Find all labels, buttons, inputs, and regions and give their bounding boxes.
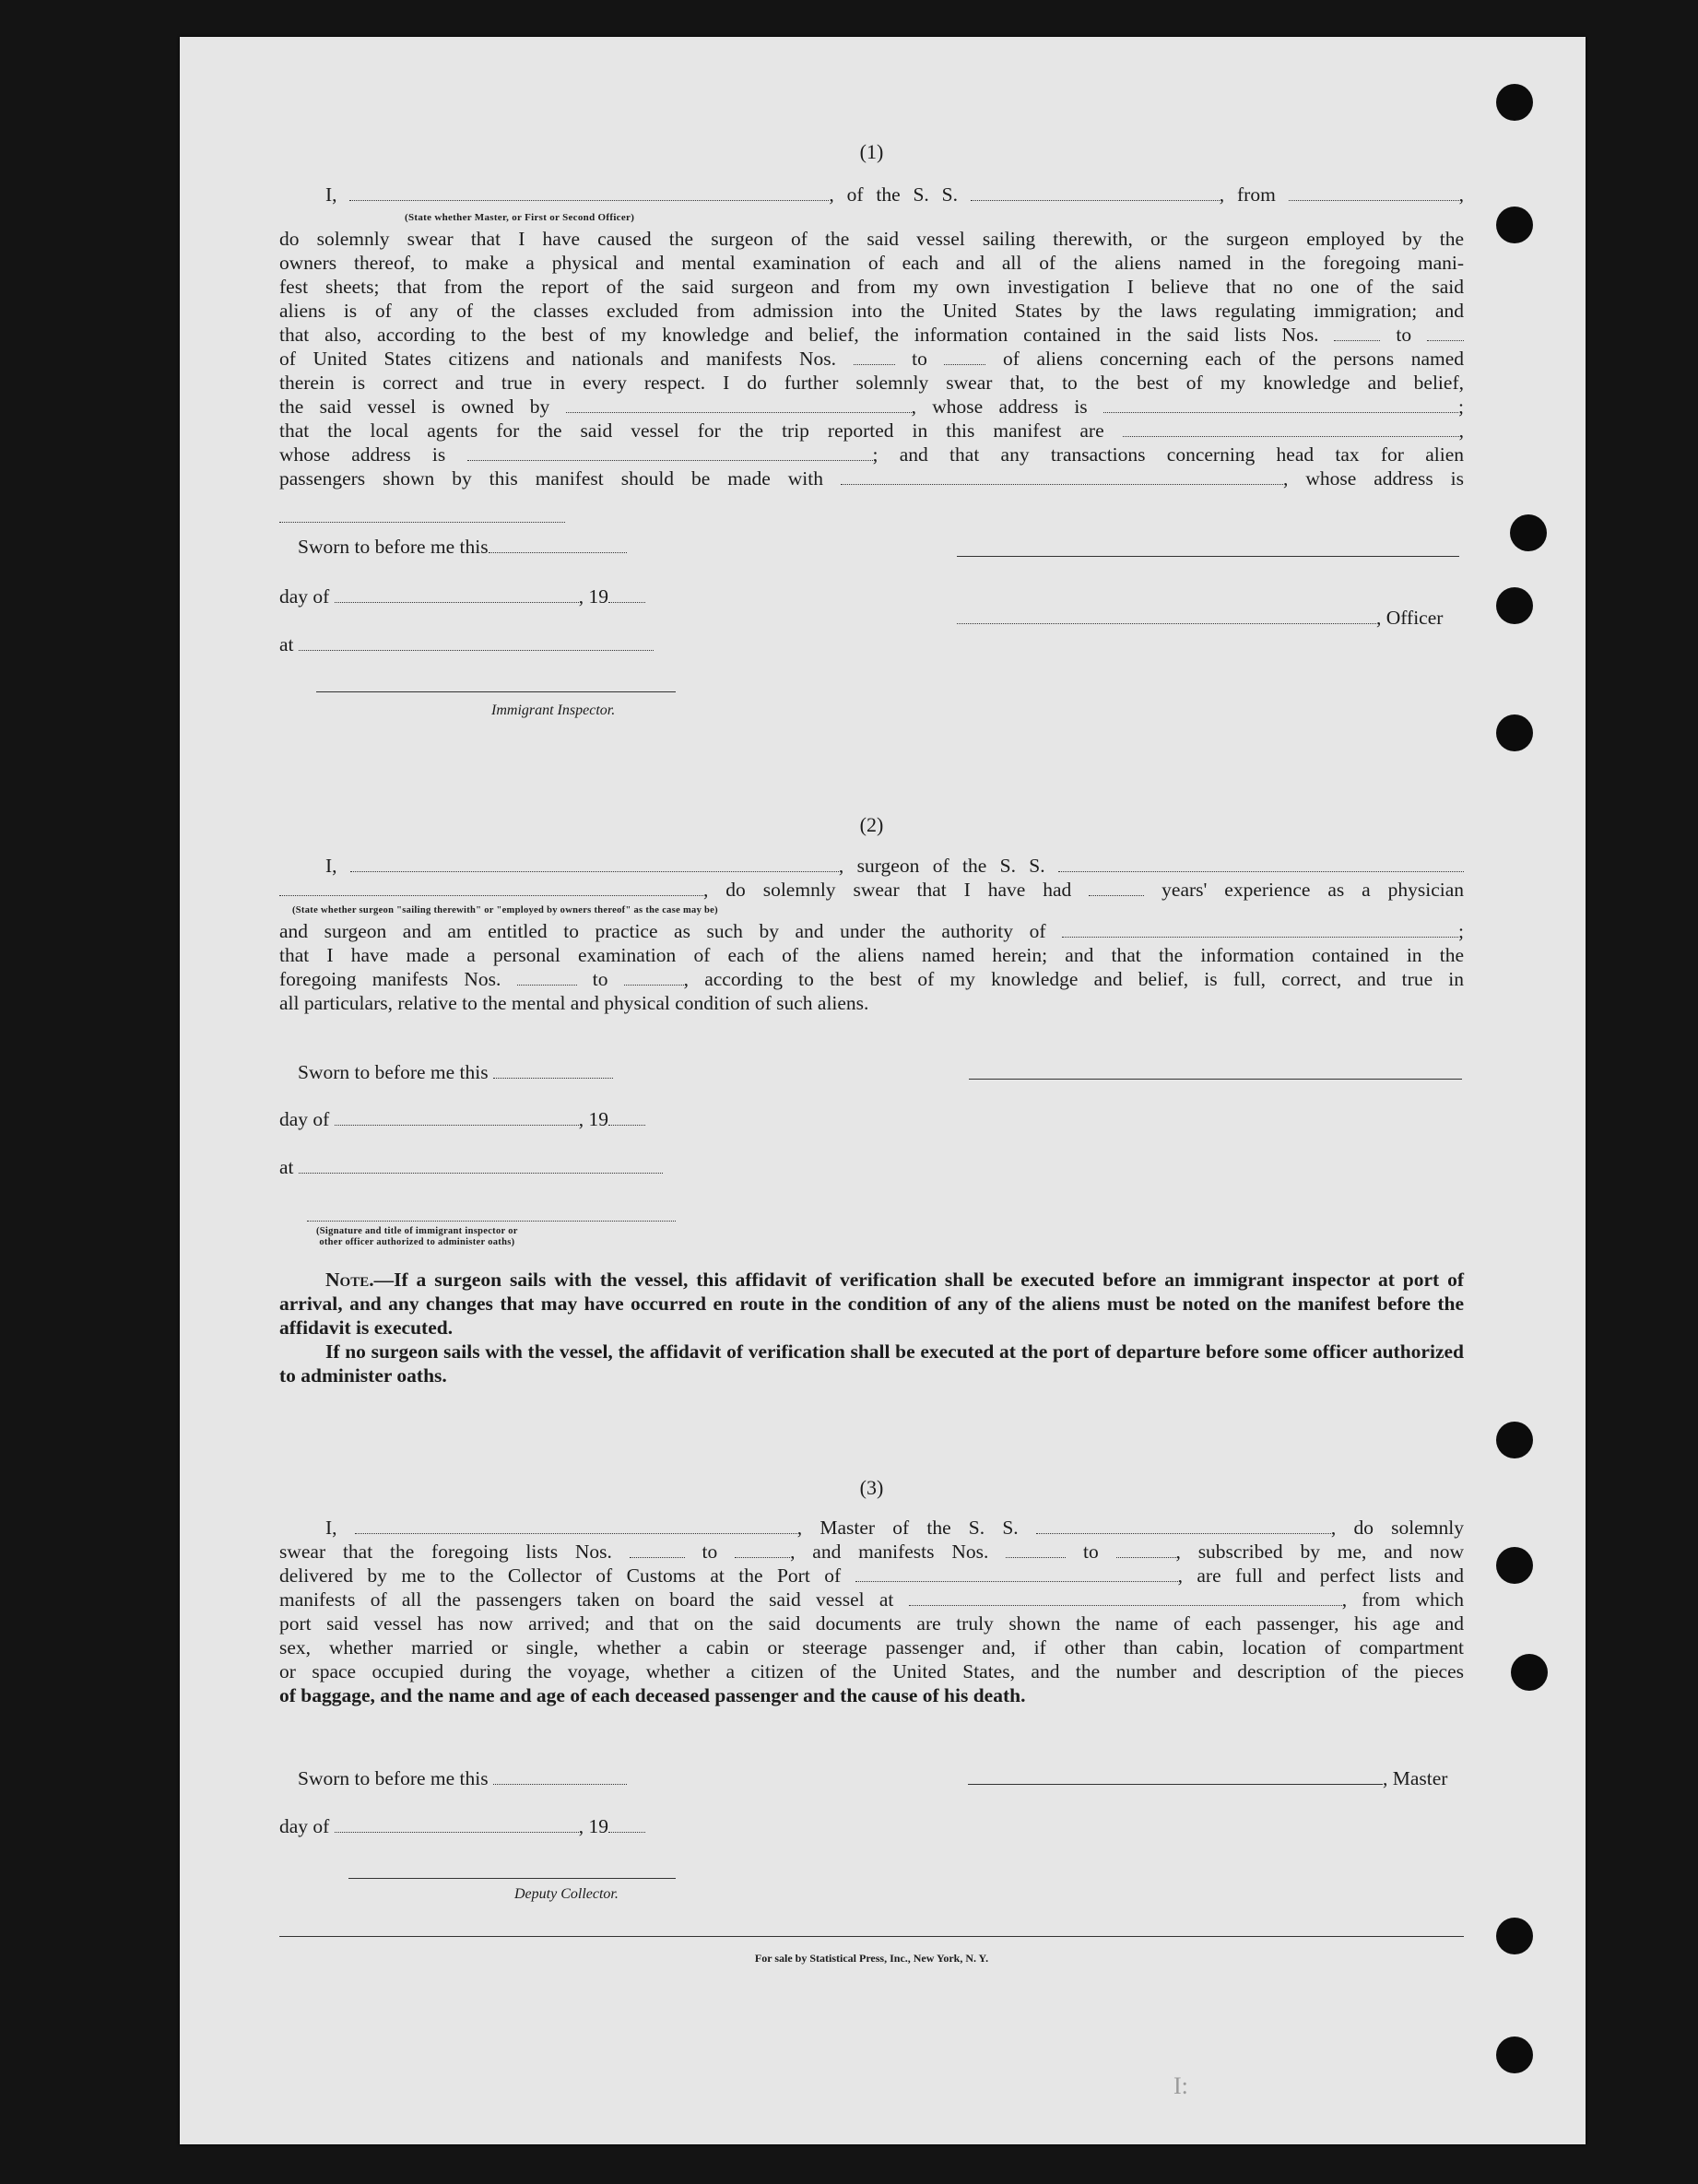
punch-hole <box>1496 714 1533 751</box>
inspector-caption: Immigrant Inspector. <box>491 702 616 718</box>
surgeon-manifest-to-field[interactable] <box>624 968 684 986</box>
head-tax-contact-field[interactable] <box>841 467 1283 485</box>
surgeon-ship-field[interactable] <box>1058 855 1464 872</box>
section-2-oath-lines: I, , surgeon of the S. S. , do solemnly swear that I have had years' experience as a physician <box>279 854 1464 902</box>
punch-hole <box>1496 2036 1533 2073</box>
years-experience-field[interactable] <box>1089 879 1144 896</box>
sworn-day-field[interactable] <box>489 536 627 553</box>
sworn-day-field[interactable] <box>493 1061 613 1079</box>
sworn-label: Sworn to before me this <box>298 1766 627 1790</box>
sworn-day-field[interactable] <box>493 1767 627 1785</box>
collector-signature-line[interactable] <box>348 1878 676 1879</box>
text-line: port said vessel has now arrived; and that on the said documents are truly shown the name of each passenger, his age and <box>279 1612 1464 1635</box>
section-1-oath-line: I, , of the S. S. , from , <box>325 183 1465 206</box>
day-of-label: day of , 19 <box>279 1107 645 1131</box>
officer-label: , Officer <box>957 606 1443 630</box>
punch-hole <box>1496 84 1533 121</box>
punch-hole <box>1496 207 1533 243</box>
text-line: of United States citizens and nationals and manifests Nos. to of aliens concerning each of the persons named <box>279 348 1465 370</box>
section-1-caption: (State whether Master, or First or Second Officer) <box>405 212 635 223</box>
lists-from-field[interactable] <box>630 1541 685 1558</box>
sworn-month-field[interactable] <box>335 1108 579 1126</box>
text-line: or space occupied during the voyage, whether a citizen of the United States, and the number and description of the pieces <box>279 1660 1464 1682</box>
agents-address-field[interactable] <box>467 443 873 461</box>
surgeon-signature-line[interactable] <box>969 1079 1462 1080</box>
section-1-body <box>279 227 1464 490</box>
text-line: sex, whether married or single, whether a cabin or steerage passenger and, if other than cabin, location of compartment <box>279 1636 1464 1659</box>
surgeon-manifest-from-field[interactable] <box>517 968 577 986</box>
ship-name-field[interactable] <box>971 183 1220 201</box>
punch-hole <box>1496 1422 1533 1458</box>
text-line: that the local agents for the said vessel for the trip reported in this manifest are , <box>279 419 1465 442</box>
text-line: that I have made a personal examination of each of the aliens named herein; and that the information contained in the <box>279 944 1464 966</box>
sworn-month-field[interactable] <box>335 1815 579 1833</box>
surgeon-status-field[interactable] <box>279 879 703 896</box>
sworn-year-field[interactable] <box>608 1108 645 1126</box>
sworn-place-field[interactable] <box>299 1156 663 1174</box>
text-line: that also, according to the best of my knowledge and belief, the information contained in the said lists Nos. to <box>279 323 1464 347</box>
from-port-field[interactable] <box>1289 183 1459 201</box>
sworn-year-field[interactable] <box>608 1815 645 1833</box>
punch-hole <box>1510 514 1547 551</box>
sworn-month-field[interactable] <box>335 585 579 603</box>
signature-title-line[interactable] <box>307 1221 676 1222</box>
punch-hole <box>1496 1918 1533 1954</box>
officer-title-field[interactable] <box>957 607 1376 624</box>
master-ship-field[interactable] <box>1036 1517 1331 1534</box>
manifest-no-from-field[interactable] <box>854 348 895 365</box>
form-page <box>180 37 1586 2144</box>
section-2-caption: (State whether surgeon "sailing therewith" or "employed by owners thereof" as the case may be) <box>292 905 718 915</box>
text-line: whose address is ; and that any transactions concerning head tax for alien <box>279 443 1464 466</box>
list-no-from-field[interactable] <box>1334 324 1380 341</box>
sworn-place-field[interactable] <box>299 633 654 651</box>
note-paragraph-2: If no surgeon sails with the vessel, the affidavit of verification shall be executed at the port of departure before some officer authorized to administer oaths. <box>279 1340 1464 1387</box>
sworn-label: Sworn to before me this <box>298 1060 613 1084</box>
collector-caption: Deputy Collector. <box>514 1886 619 1902</box>
surgeon-name-field[interactable] <box>350 855 839 872</box>
section-1-number: (1) <box>859 140 884 163</box>
manifests-to-field[interactable] <box>1116 1541 1176 1558</box>
text-line: all particulars, relative to the mental and physical condition of such aliens. <box>279 992 869 1014</box>
master-signature-line[interactable] <box>968 1767 1383 1785</box>
at-label: at <box>279 632 654 656</box>
text-line: the said vessel is owned by , whose address is ; <box>279 395 1464 418</box>
vessel-owner-field[interactable] <box>566 395 912 413</box>
master-label: , Master <box>968 1766 1447 1790</box>
text-line: fest sheets; that from the report of the said surgeon and from my own investigation I believe that no one of the said <box>279 276 1464 298</box>
at-label: at <box>279 1155 663 1179</box>
text-line: therein is correct and true in every respect. I do further solemnly swear that, to the best of my knowledge and belief, <box>279 372 1464 394</box>
margin-mark: I: <box>1173 2072 1188 2099</box>
text-line: do solemnly swear that I have caused the surgeon of the said vessel sailing therewith, or the surgeon employed by the <box>279 228 1464 250</box>
punch-hole <box>1511 1654 1548 1691</box>
owner-address-field[interactable] <box>1103 395 1458 413</box>
section-3-number: (3) <box>859 1476 884 1499</box>
list-no-to-field[interactable] <box>1427 324 1464 341</box>
sworn-label: Sworn to before me this <box>298 535 627 559</box>
sworn-year-field[interactable] <box>608 585 645 603</box>
local-agents-field[interactable] <box>1123 419 1459 437</box>
master-name-field[interactable] <box>355 1517 797 1534</box>
punch-hole <box>1496 587 1533 624</box>
printer-imprint: For sale by Statistical Press, Inc., New York, N. Y. <box>754 1952 989 1965</box>
manifests-from-field[interactable] <box>1006 1541 1066 1558</box>
note-paragraph-1: Note.—If a surgeon sails with the vessel, this affidavit of verification shall be executed before an immigrant inspector at port of arrival, and any changes that may have occurred en route in the condition of any of the aliens must be noted on the manifest before the affidavit is executed. <box>279 1269 1464 1339</box>
text-line: of baggage, and the name and age of each deceased passenger and the cause of his death. <box>279 1684 1026 1706</box>
section-2-number: (2) <box>859 813 884 836</box>
lists-to-field[interactable] <box>735 1541 790 1558</box>
day-of-label: day of , 19 <box>279 584 645 608</box>
section-2-body: and surgeon and am entitled to practice as such by and under the authority of ; that I have made a personal examination of each of the aliens named herein; and that the information contained in the foregoing manifests Nos. to , according to the best of my knowledge and belief, is full, correct, and true in all particulars, relative to the mental and physical condition of such aliens. <box>279 920 1465 1014</box>
officer-rank-field[interactable] <box>349 183 829 201</box>
footer-rule <box>279 1936 1464 1937</box>
text-line: passengers shown by this manifest should be made with , whose address is <box>279 467 1465 490</box>
section-3-body: I, , Master of the S. S. , do solemnly swear that the foregoing lists Nos. to , and manifests Nos. to , subscribed by me, and now delivered by me to the Collector of Customs at the Port of , are full and perfect lists and manifests of all the passengers taken on board the said vessel at , from which port said vessel has now arrived; and that on the said documents are truly shown the name of each passenger, his age and sex, whether married or single, whether a cabin or steerage passenger and, if other than cabin, location of compartment or space occupied during the voyage, whether a citizen of the United States, and the number and description of the pieces of baggage, and the name and age of each deceased passenger and the cause of his death. <box>279 1517 1465 1706</box>
signature-caption: (Signature and title of immigrant inspector or other officer authorized to administer oaths) <box>316 1226 518 1247</box>
text-line: owners thereof, to make a physical and mental examination of each and all of the aliens named in the foregoing mani- <box>279 252 1464 274</box>
manifest-no-to-field[interactable] <box>944 348 985 365</box>
punch-hole <box>1496 1547 1533 1584</box>
officer-signature-line[interactable] <box>957 556 1459 557</box>
text-line: aliens is of any of the classes excluded from admission into the United States by the laws regulating immigration; and <box>279 300 1464 322</box>
head-tax-address-field[interactable] <box>279 522 565 523</box>
day-of-label: day of , 19 <box>279 1814 645 1838</box>
customs-port-field[interactable] <box>855 1564 1178 1582</box>
practice-authority-field[interactable] <box>1062 920 1458 938</box>
boarding-port-field[interactable] <box>909 1588 1342 1606</box>
inspector-signature-line[interactable] <box>316 691 676 692</box>
